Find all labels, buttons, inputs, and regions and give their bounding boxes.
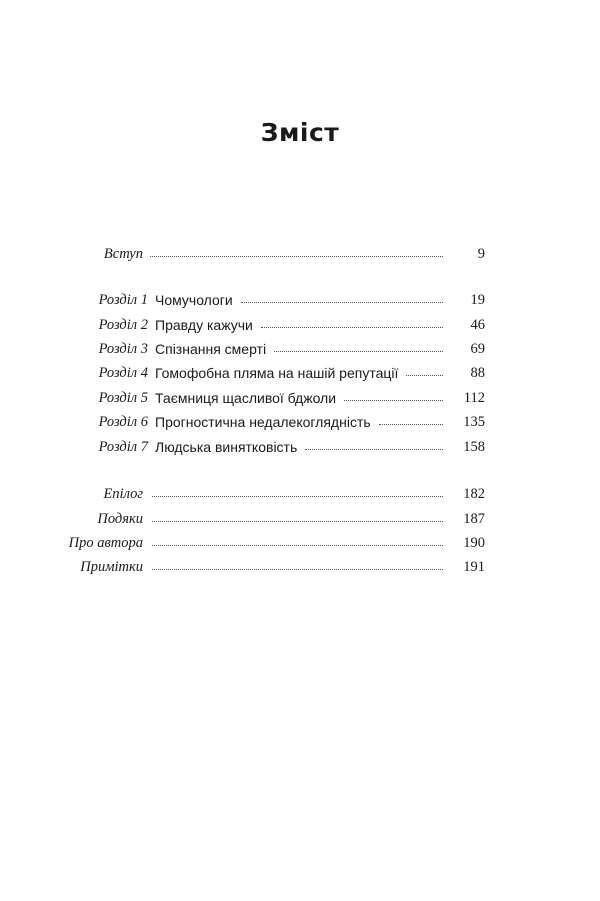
toc-label: Розділ 1	[98, 292, 148, 308]
toc-title: Чомучологи	[155, 292, 233, 308]
toc-title: Правду кажучи	[155, 317, 253, 333]
toc-entry-acknowledgements[interactable]	[0, 507, 600, 531]
toc-page-number: 190	[463, 535, 485, 551]
toc-entry-intro[interactable]	[0, 242, 600, 266]
toc-leader	[274, 351, 443, 352]
toc-page-number: 69	[470, 341, 485, 357]
toc-leader	[152, 569, 443, 570]
toc-title: Людська винятковість	[155, 439, 298, 455]
toc-entry-chapter-3[interactable]	[0, 337, 600, 361]
toc-leader	[261, 327, 443, 328]
toc-entry-chapter-7[interactable]	[0, 435, 600, 459]
toc-page-number: 88	[470, 365, 485, 381]
toc-page-number: 46	[470, 317, 485, 333]
toc-label: Розділ 4	[98, 365, 148, 381]
toc-label: Розділ 3	[98, 341, 148, 357]
toc-leader	[305, 449, 443, 450]
toc-entry-chapter-1[interactable]	[0, 288, 600, 312]
toc-title: Прогностична недалекоглядність	[155, 414, 371, 430]
toc-leader	[152, 496, 443, 497]
toc-page-number: 182	[463, 486, 485, 502]
toc-entry-notes[interactable]	[0, 555, 600, 579]
toc-label: Подяки	[97, 511, 143, 527]
toc-label: Розділ 5	[98, 390, 148, 406]
toc-entry-chapter-5[interactable]	[0, 386, 600, 410]
toc-label: Вступ	[103, 246, 143, 262]
toc-label: Розділ 2	[98, 317, 148, 333]
toc-page-number: 187	[463, 511, 485, 527]
toc-label: Розділ 7	[98, 439, 148, 455]
toc-page-number: 158	[463, 439, 485, 455]
toc-leader	[150, 256, 443, 257]
toc-leader	[241, 302, 443, 303]
toc-title: Спізнання смерті	[155, 341, 267, 357]
toc-entry-chapter-6[interactable]	[0, 410, 600, 434]
toc-title: Гомофобна пляма на нашій репутації	[155, 365, 399, 381]
toc-leader	[344, 400, 443, 401]
toc-entry-epilogue[interactable]	[0, 482, 600, 506]
toc-title: Таємниця щасливої бджоли	[155, 390, 337, 406]
toc-page-number: 135	[463, 414, 485, 430]
toc-page-number: 191	[463, 559, 485, 575]
toc-label: Епілог	[103, 486, 143, 502]
toc-entry-chapter-2[interactable]	[0, 313, 600, 337]
toc-leader	[152, 545, 443, 546]
toc-entry-chapter-4[interactable]	[0, 361, 600, 385]
toc-label: Розділ 6	[98, 414, 148, 430]
toc-page-number: 112	[463, 390, 485, 406]
toc-label: Про автора	[68, 535, 143, 551]
toc-page-number: 9	[477, 246, 485, 262]
toc-entry-about-author[interactable]	[0, 531, 600, 555]
page-title: Зміст	[260, 118, 340, 147]
toc-leader	[379, 424, 443, 425]
toc-page-number: 19	[470, 292, 485, 308]
toc-label: Примітки	[80, 559, 143, 575]
toc-leader	[152, 521, 443, 522]
toc-leader	[406, 375, 443, 376]
